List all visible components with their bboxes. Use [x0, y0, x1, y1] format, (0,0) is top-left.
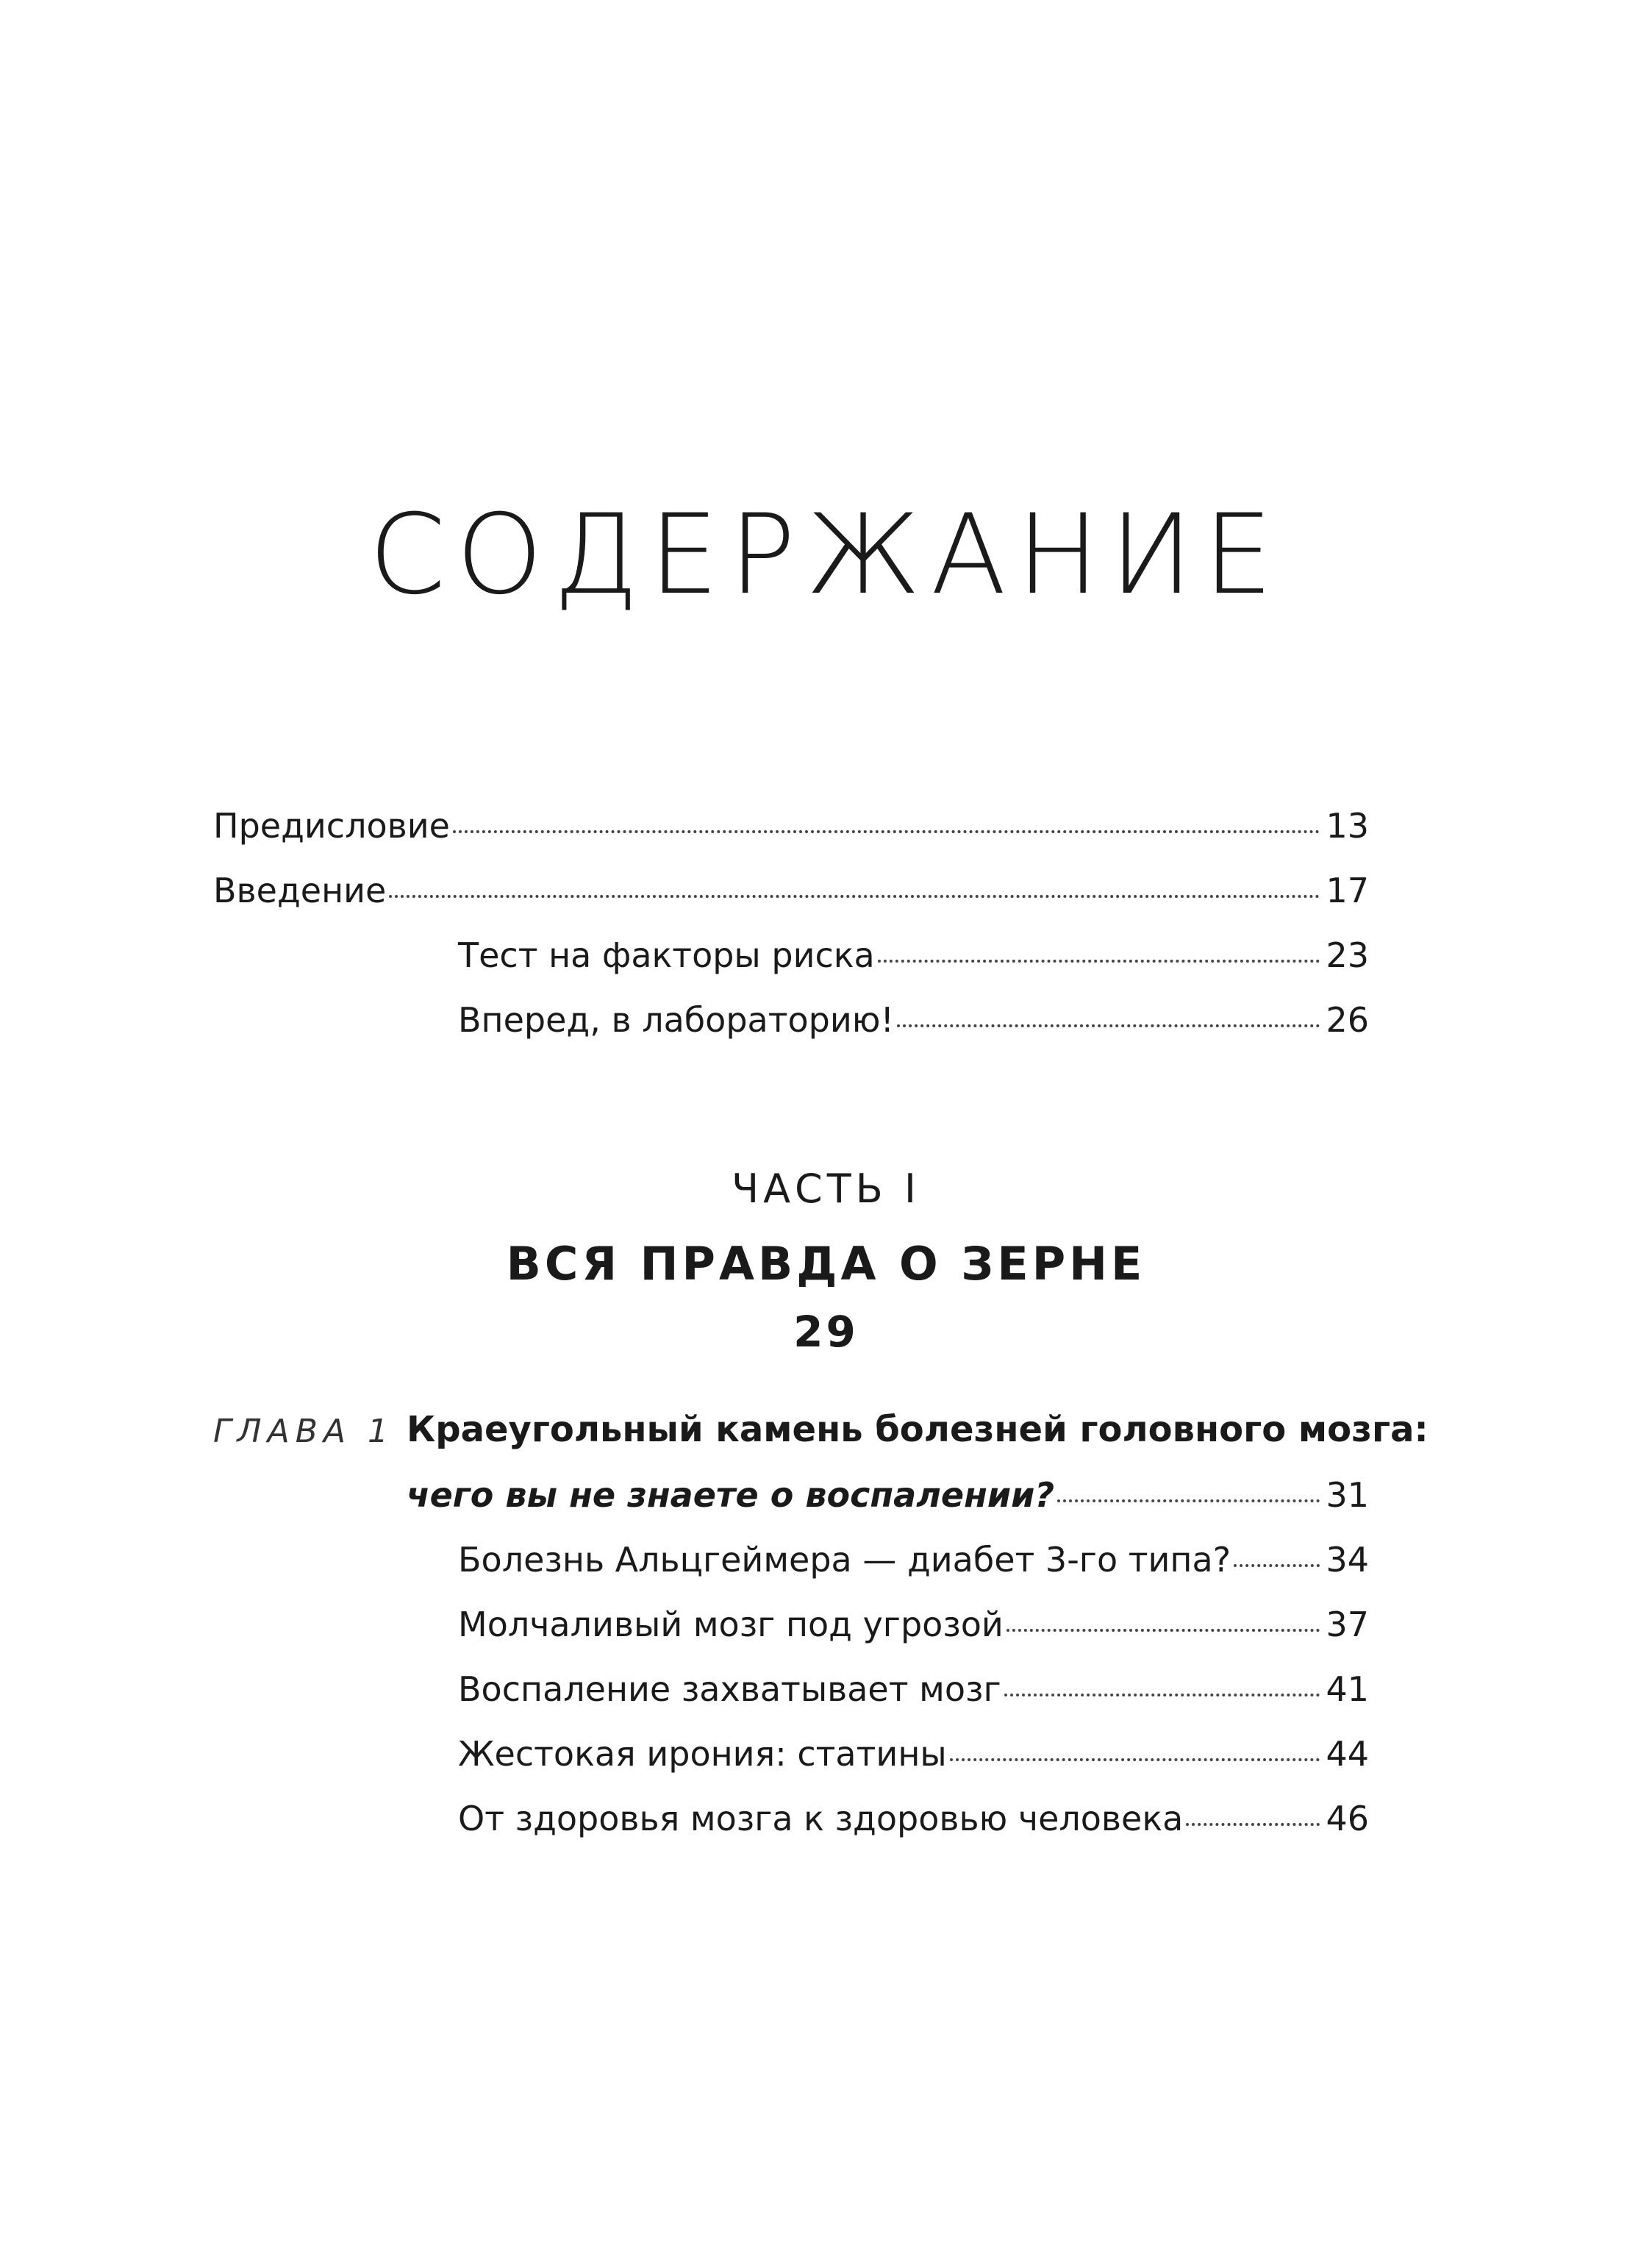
toc-entry-label: Жестокая ирония: статины — [458, 1734, 947, 1774]
toc-entry-section[interactable] — [458, 1799, 1369, 1838]
part-title[interactable]: ВСЯ ПРАВДА О ЗЕРНЕ — [506, 1237, 1146, 1291]
toc-entry-label: Тест на факторы риска — [458, 935, 875, 975]
dot-leader — [897, 1024, 1320, 1027]
toc-entry-section[interactable] — [458, 1669, 1369, 1709]
dot-leader — [1186, 1823, 1320, 1826]
toc-page-number: 34 — [1326, 1540, 1369, 1580]
toc-page-number: 23 — [1326, 935, 1369, 975]
dot-leader — [1006, 1629, 1320, 1632]
toc-page-number: 46 — [1326, 1799, 1369, 1838]
dot-leader — [950, 1758, 1320, 1761]
toc-entry-label: Предисловие — [213, 806, 450, 846]
toc-page-number: 26 — [1326, 1000, 1369, 1040]
chapter-label: ГЛАВА 1 — [213, 1413, 394, 1450]
toc-page-number: 13 — [1326, 806, 1369, 846]
dot-leader — [1057, 1499, 1320, 1502]
part-page-number: 29 — [793, 1307, 859, 1357]
toc-page-number: 37 — [1326, 1605, 1369, 1644]
page-title: СОДЕРЖАНИЕ — [368, 491, 1284, 619]
dot-leader — [453, 830, 1320, 833]
toc-entry-chapter-subtitle[interactable] — [407, 1475, 1369, 1515]
toc-page-number: 17 — [1326, 871, 1369, 910]
toc-entry-introduction[interactable] — [213, 871, 1369, 910]
toc-entry-label: Молчаливый мозг под угрозой — [458, 1605, 1004, 1644]
toc-entry-label: Введение — [213, 871, 387, 910]
toc-entry-section[interactable] — [458, 1540, 1369, 1580]
toc-entry-risk-test[interactable] — [458, 935, 1369, 975]
dot-leader — [1234, 1564, 1320, 1567]
chapter-subtitle: чего вы не знаете о воспалении? — [407, 1475, 1055, 1515]
dot-leader — [389, 895, 1320, 898]
toc-entry-label: Вперед, в лабораторию! — [458, 1000, 894, 1040]
toc-page-number: 41 — [1326, 1669, 1369, 1709]
toc-entry-laboratory[interactable] — [458, 1000, 1369, 1040]
toc-page-number: 31 — [1326, 1475, 1369, 1515]
dot-leader — [1004, 1694, 1320, 1696]
toc-entry-label: Воспаление захватывает мозг — [458, 1669, 1001, 1709]
toc-entry-section[interactable] — [458, 1734, 1369, 1774]
toc-entry-preface[interactable] — [213, 806, 1369, 846]
toc-entry-label: От здоровья мозга к здоровью человека — [458, 1799, 1184, 1838]
dot-leader — [878, 960, 1320, 963]
toc-entry-label: Болезнь Альцгеймера — диабет 3-го типа? — [458, 1540, 1231, 1580]
toc-page-number: 44 — [1326, 1734, 1369, 1774]
part-label: ЧАСТЬ I — [732, 1166, 920, 1212]
chapter-title[interactable]: Краеугольный камень болезней головного мозга: — [407, 1409, 1428, 1450]
toc-entry-section[interactable] — [458, 1605, 1369, 1644]
